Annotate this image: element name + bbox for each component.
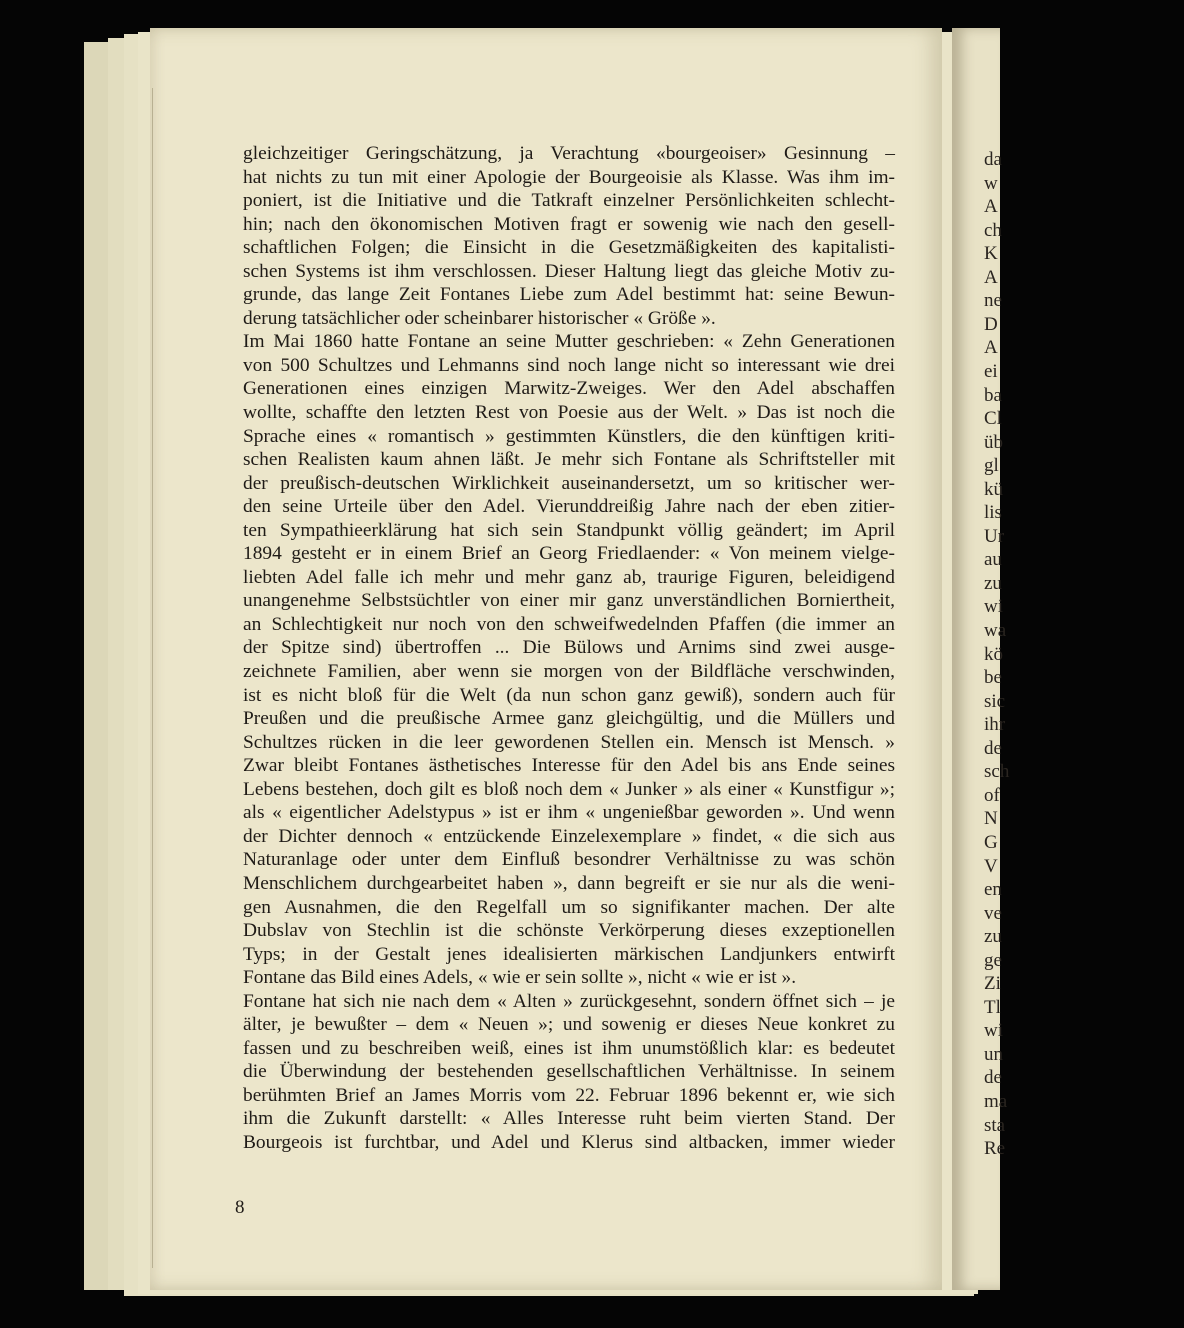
text-line: wollte, schaffte den letzten Rest von Poesie aus der Welt. » Das ist noch die bbox=[243, 402, 895, 424]
facing-page-line-fragment: de bbox=[984, 737, 1002, 759]
text-line: ten Sympathieerklärung hat sich sein Standpunkt völlig geändert; im April bbox=[243, 519, 895, 541]
text-line: Lebens bestehen, doch gilt es bloß noch dem « Junker » als einer « Kunstfigur »; bbox=[243, 778, 895, 800]
facing-page-line-fragment: ch bbox=[984, 219, 1002, 241]
text-line: der Spitze sind) übertroffen ... Die Bülows und Arnims sind zwei ausge- bbox=[243, 637, 895, 659]
facing-page-line-fragment: N bbox=[984, 808, 998, 830]
text-line: der Dichter dennoch « entzückende Einzelexemplare » findet, « die sich aus bbox=[243, 825, 895, 847]
text-line: gen Ausnahmen, die den Regelfall um so signifikanter machen. Der alte bbox=[243, 896, 895, 918]
text-line: Typs; in der Gestalt jenes idealisierten märkischen Landjunkers entwirft bbox=[243, 943, 895, 965]
page-number: 8 bbox=[235, 1197, 245, 1218]
text-line: an Schlechtigkeit nur noch von den schweifwedelnden Pfaffen (die immer an bbox=[243, 613, 895, 635]
text-line: zeichnete Familien, aber wenn sie morgen von der Bildfläche verschwinden, bbox=[243, 661, 895, 683]
text-line: poniert, ist die Initiative und die Tatkraft einzelner Persönlichkeiten schlecht- bbox=[243, 190, 895, 212]
facing-page-line-fragment: lis bbox=[984, 502, 1002, 524]
text-line: Fontane das Bild eines Adels, « wie er sein sollte », nicht « wie er ist ». bbox=[243, 967, 797, 989]
text-line: Naturanlage oder unter dem Einfluß besondrer Verhältnisse zu was schön bbox=[243, 849, 895, 871]
text-line: unangenehme Selbstsüchtler von einer mir ganz unverständlichen Borniertheit, bbox=[243, 590, 895, 612]
facing-page-line-fragment: be bbox=[984, 667, 1002, 689]
text-line: Generationen eines einzigen Marwitz-Zweiges. Wer den Adel abschaffen bbox=[243, 378, 895, 400]
facing-page-line-fragment: ge bbox=[984, 949, 1002, 971]
facing-page-line-fragment: zu bbox=[984, 926, 1002, 948]
text-line: schen Systems ist ihm verschlossen. Dieser Haltung liegt das gleiche Motiv zu- bbox=[243, 260, 895, 282]
facing-page-line-fragment: K bbox=[984, 243, 998, 265]
facing-page-line-fragment: wi bbox=[984, 596, 1003, 618]
text-line: die Überwindung der bestehenden gesellschaftlichen Verhältnisse. In seinem bbox=[243, 1061, 895, 1083]
facing-page-line-fragment: ihr bbox=[984, 714, 1006, 736]
text-line: Zwar bleibt Fontanes ästhetisches Interesse für den Adel bis ans Ende seines bbox=[243, 755, 895, 777]
facing-page-line-fragment: wa bbox=[984, 620, 1007, 641]
facing-page-line-fragment: de bbox=[984, 1067, 1002, 1089]
text-line: hin; nach den ökonomischen Motiven fragt er sowenig wie nach den gesell- bbox=[243, 213, 895, 235]
facing-page-line-fragment: ei bbox=[984, 360, 998, 382]
facing-page-line-fragment: V bbox=[984, 855, 998, 877]
page-edge-line bbox=[152, 88, 153, 1268]
text-line: 1894 gesteht er in einem Brief an Georg Friedlaender: « Von meinem vielge- bbox=[243, 543, 895, 565]
facing-page-line-fragment: A bbox=[984, 196, 998, 218]
text-line: Sprache eines « romantisch » gestimmten Künstlers, die den künftigen kriti- bbox=[243, 425, 895, 447]
text-line: ihm die Zukunft darstellt: « Alles Interesse ruht beim vierten Stand. Der bbox=[243, 1108, 895, 1130]
facing-page-line-fragment: üb bbox=[984, 431, 1003, 453]
facing-page-line-fragment: da bbox=[984, 149, 1002, 170]
text-line: Schultzes rücken in die leer gewordenen Stellen ein. Mensch ist Mensch. » bbox=[243, 731, 895, 753]
facing-page-line-fragment: Ur bbox=[984, 525, 1005, 547]
facing-page-line-fragment: Re bbox=[984, 1138, 1006, 1160]
text-line: Dubslav von Stechlin ist die schönste Verkörperung dieses exzeptionellen bbox=[243, 920, 895, 942]
facing-page-line-fragment: en bbox=[984, 879, 1002, 901]
text-line: gleichzeitiger Geringschätzung, ja Verachtung «bourgeoiser» Gesinnung – bbox=[243, 143, 895, 164]
text-line: Fontane hat sich nie nach dem « Alten » zurückgesehnt, sondern öffnet sich – je bbox=[243, 990, 895, 1012]
facing-page-line-fragment: ma bbox=[984, 1091, 1008, 1112]
facing-page-line-fragment: ba bbox=[984, 384, 1002, 406]
text-line: Menschlichem durchgearbeitet haben », dann begreift er sie nur als die weni- bbox=[243, 872, 895, 894]
facing-page-line-fragment: D bbox=[984, 313, 998, 335]
text-line: älter, je bewußter – dem « Neuen »; und sowenig er dieses Neue konkret zu bbox=[243, 1014, 895, 1036]
facing-page-line-fragment: gl bbox=[984, 455, 999, 477]
facing-page-line-fragment: w bbox=[984, 172, 998, 194]
text-line: berühmten Brief an James Morris vom 22. Februar 1896 bekennt er, wie sich bbox=[243, 1084, 895, 1106]
text-line: Preußen und die preußische Armee ganz gleichgültig, und die Müllers und bbox=[243, 708, 895, 730]
facing-page-line-fragment: A bbox=[984, 266, 998, 288]
facing-page-line-fragment: au bbox=[984, 549, 1002, 571]
facing-page-line-fragment: Zi bbox=[984, 973, 1001, 995]
facing-page-line-fragment: sic bbox=[984, 690, 1006, 712]
facing-page-line-fragment: Tl bbox=[984, 996, 1001, 1018]
facing-page-line-fragment: ne bbox=[984, 290, 1002, 312]
facing-page-line-fragment: un bbox=[984, 1043, 1003, 1065]
facing-page-line-fragment: sta bbox=[984, 1114, 1006, 1136]
text-line: Im Mai 1860 hatte Fontane an seine Mutter geschrieben: « Zehn Generationen bbox=[243, 331, 895, 353]
text-line: fassen und zu beschreiben weiß, eines ist ihm unumstößlich klar: es bedeutet bbox=[243, 1037, 895, 1059]
text-line: schen Realisten kaum ahnen läßt. Je mehr sich Fontane als Schriftsteller mit bbox=[243, 449, 895, 471]
body-text bbox=[243, 142, 895, 1155]
text-line: der preußisch-deutschen Wirklichkeit auseinandersetzt, um so kritischer wer- bbox=[243, 472, 895, 494]
text-line: derung tatsächlicher oder scheinbarer historischer « Größe ». bbox=[243, 307, 716, 329]
text-line: liebten Adel falle ich mehr und mehr ganz ab, traurige Figuren, beleidigend bbox=[243, 566, 895, 588]
text-line: den seine Urteile über den Adel. Vierunddreißig Jahre nach der eben zitier- bbox=[243, 496, 895, 518]
text-line: von 500 Schultzes und Lehmanns sind noch lange nicht so interessant wie drei bbox=[243, 354, 895, 376]
facing-page-line-fragment: A bbox=[984, 337, 998, 359]
facing-page-line-fragment: kü bbox=[984, 478, 1003, 500]
text-line: ist es nicht bloß für die Welt (da nun schon ganz gewiß), sondern auch für bbox=[243, 684, 895, 706]
facing-page-line-fragment: kö bbox=[984, 643, 1003, 665]
facing-page-line-fragment: zu bbox=[984, 572, 1002, 594]
text-line: hat nichts zu tun mit einer Apologie der Bourgeoisie als Klasse. Was ihm im- bbox=[243, 166, 895, 188]
facing-page-line-fragment: G bbox=[984, 831, 998, 853]
facing-page-line-fragment: of bbox=[984, 784, 1000, 806]
facing-page-line-fragment: ve bbox=[984, 902, 1002, 924]
facing-page-line-fragment: Cl bbox=[984, 408, 1002, 430]
facing-page-line-fragment: wi bbox=[984, 1020, 1003, 1042]
text-line: Bourgeois ist furchtbar, und Adel und Klerus sind altbacken, immer wieder bbox=[243, 1131, 895, 1153]
facing-page-fragment bbox=[952, 28, 1010, 1290]
text-line: als « eigentlicher Adelstypus » ist er ihm « ungenießbar geworden ». Und wenn bbox=[243, 802, 895, 824]
text-line: schaftlichen Folgen; die Einsicht in die Gesetzmäßigkeiten des kapitalisti- bbox=[243, 237, 895, 259]
facing-page-line-fragment: sch bbox=[984, 761, 1010, 783]
text-line: grunde, das lange Zeit Fontanes Liebe zum Adel bestimmt hat: seine Bewun- bbox=[243, 284, 895, 306]
